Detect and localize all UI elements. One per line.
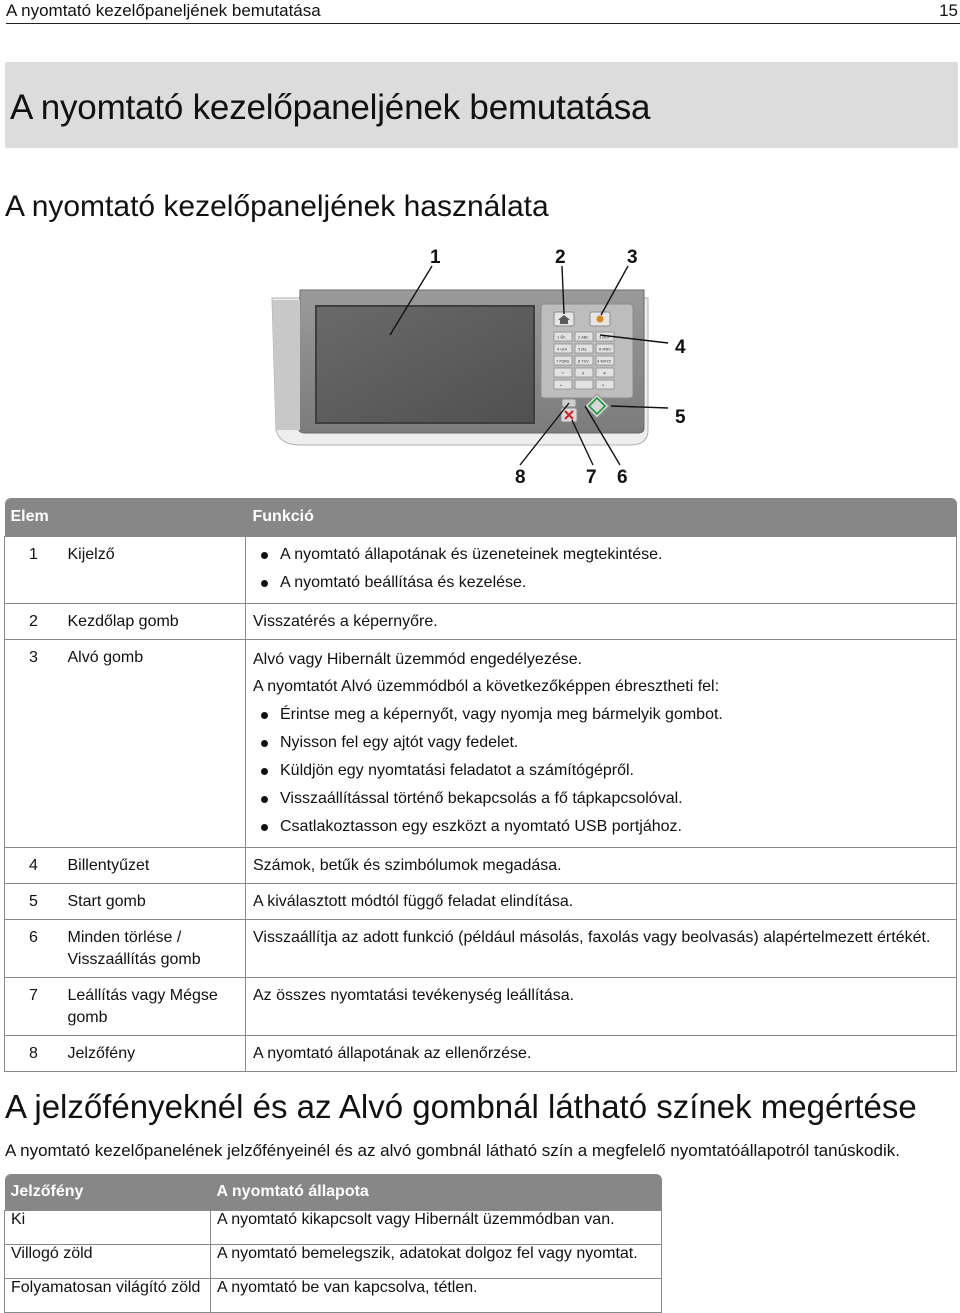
bullet-item: Visszaállítással történő bekapcsolás a fő tápkapcsolóval.: [253, 785, 950, 813]
table-header-row: [5, 498, 957, 536]
callout-number: 4: [675, 337, 686, 358]
table-row: [5, 883, 957, 919]
item-number: 7: [5, 977, 61, 1035]
table-row: [5, 603, 957, 639]
column-header-function: Funkció: [246, 498, 957, 536]
callout-number: 7: [586, 467, 597, 488]
keypad-key: 6 MNO: [599, 347, 612, 352]
callout-number: 2: [555, 247, 566, 268]
keypad-key: 1 @!.: [557, 335, 567, 340]
item-number: 8: [5, 1035, 61, 1071]
column-header-item: Elem: [5, 498, 246, 536]
bullet-item: Küldjön egy nyomtatási feladatot a számítógépről.: [253, 757, 950, 785]
table-row: [5, 1210, 662, 1244]
printer-status: A nyomtató be van kapcsolva, tétlen.: [211, 1278, 662, 1312]
column-header-light: Jelzőfény: [5, 1174, 211, 1210]
item-function: [246, 536, 957, 603]
callout-number: 5: [675, 407, 686, 428]
callout-number: 6: [617, 467, 628, 488]
light-state: Villogó zöld: [5, 1244, 211, 1278]
column-header-status: A nyomtató állapota: [211, 1174, 662, 1210]
keypad-key: ⏸: [602, 383, 604, 388]
indicator-light-table: [4, 1174, 662, 1313]
item-name: Leállítás vagy Mégse gomb: [61, 977, 246, 1035]
item-function: A kiválasztott módtól függő feladat elindítása.: [246, 883, 957, 919]
keypad: [554, 332, 614, 389]
item-function: Visszatérés a képernyőre.: [246, 603, 957, 639]
keypad-key: 4 GHI: [557, 347, 567, 352]
table-row: [5, 977, 957, 1035]
item-name: Kezdőlap gomb: [61, 603, 246, 639]
section-title: A nyomtató kezelőpaneljének használata: [5, 190, 549, 223]
item-number: 4: [5, 847, 61, 883]
item-name: Alvó gomb: [61, 639, 246, 847]
keypad-key: #: [603, 371, 607, 376]
item-name: Minden törlése / Visszaállítás gomb: [61, 919, 246, 977]
keypad-key: *: [562, 371, 564, 376]
item-function: Az összes nyomtatási tevékenység leállítása.: [246, 977, 957, 1035]
table-row: [5, 919, 957, 977]
running-header-title: A nyomtató kezelőpaneljének bemutatása: [6, 1, 321, 20]
callout-number: 8: [515, 467, 526, 488]
keypad-key: 9 WXYZ: [597, 359, 612, 364]
bullet-item: A nyomtató beállítása és kezelése.: [253, 569, 950, 597]
bullet-item: Nyisson fel egy ajtót vagy fedelet.: [253, 729, 950, 757]
table-row: [5, 1278, 662, 1312]
item-name: Start gomb: [61, 883, 246, 919]
printer-status: A nyomtató bemelegszik, adatokat dolgoz fel vagy nyomtat.: [211, 1244, 662, 1278]
callout-number: 1: [430, 247, 441, 268]
chapter-title-band: [5, 62, 958, 148]
keypad-key: 3 DEF: [599, 335, 610, 340]
item-function: A nyomtató állapotának az ellenőrzése.: [246, 1035, 957, 1071]
sleep-button: [590, 312, 610, 326]
bullet-item: Csatlakoztasson egy eszközt a nyomtató USB portjához.: [253, 813, 950, 841]
printer-status: A nyomtató kikapcsolt vagy Hibernált üzemmódban van.: [211, 1210, 662, 1244]
chapter-title: A nyomtató kezelőpaneljének bemutatása: [10, 88, 651, 127]
item-function: Számok, betűk és szimbólumok megadása.: [246, 847, 957, 883]
keypad-key: 5 JKL: [578, 347, 587, 352]
control-panel-table: [4, 498, 957, 1072]
section-title: A jelzőfényeknél és az Alvó gombnál látható színek megértése: [5, 1088, 917, 1125]
page-number: 15: [939, 1, 958, 20]
item-function: Visszaállítja az adott funkció (például másolás, faxolás vagy beolvasás) alapértelmezett értékét.: [246, 919, 957, 977]
keypad-key: 0: [582, 371, 585, 376]
keypad-key: ←: [560, 383, 564, 388]
keypad-key: 7 PQRS: [556, 359, 570, 364]
item-function: [246, 639, 957, 847]
item-number: 1: [5, 536, 61, 603]
table-row: [5, 847, 957, 883]
item-name: Kijelző: [61, 536, 246, 603]
item-number: 5: [5, 883, 61, 919]
item-number: 3: [5, 639, 61, 847]
item-number: 6: [5, 919, 61, 977]
control-panel-figure: [0, 240, 960, 495]
light-state: Ki: [5, 1210, 211, 1244]
section-intro: A nyomtató kezelőpanelének jelzőfényeinél és az alvó gombnál látható szín a megfelelő nyomtatóállapotról tanúskodik.: [5, 1141, 900, 1160]
item-name: Jelzőfény: [61, 1035, 246, 1071]
printer-control-panel: [272, 290, 648, 445]
home-button: [554, 312, 574, 326]
table-row: [5, 639, 957, 847]
light-state: Folyamatosan világító zöld: [5, 1278, 211, 1312]
display-screen: [316, 306, 534, 423]
table-row: [5, 1035, 957, 1071]
keypad-key: 2 ABC: [578, 335, 589, 340]
function-text: A nyomtatót Alvó üzemmódból a következőképpen ébresztheti fel:: [253, 677, 720, 695]
bullet-item: Érintse meg a képernyőt, vagy nyomja meg bármelyik gombot.: [253, 701, 950, 729]
table-row: [5, 536, 957, 603]
keypad-key: 8 TUV: [578, 359, 589, 364]
table-row: [5, 1244, 662, 1278]
item-name: Billentyűzet: [61, 847, 246, 883]
bullet-item: A nyomtató állapotának és üzeneteinek megtekintése.: [253, 541, 950, 569]
item-number: 2: [5, 603, 61, 639]
callout-number: 3: [627, 247, 638, 268]
running-header: [6, 0, 960, 24]
function-text: Alvó vagy Hibernált üzemmód engedélyezése.: [253, 650, 583, 668]
table-header-row: [5, 1174, 662, 1210]
